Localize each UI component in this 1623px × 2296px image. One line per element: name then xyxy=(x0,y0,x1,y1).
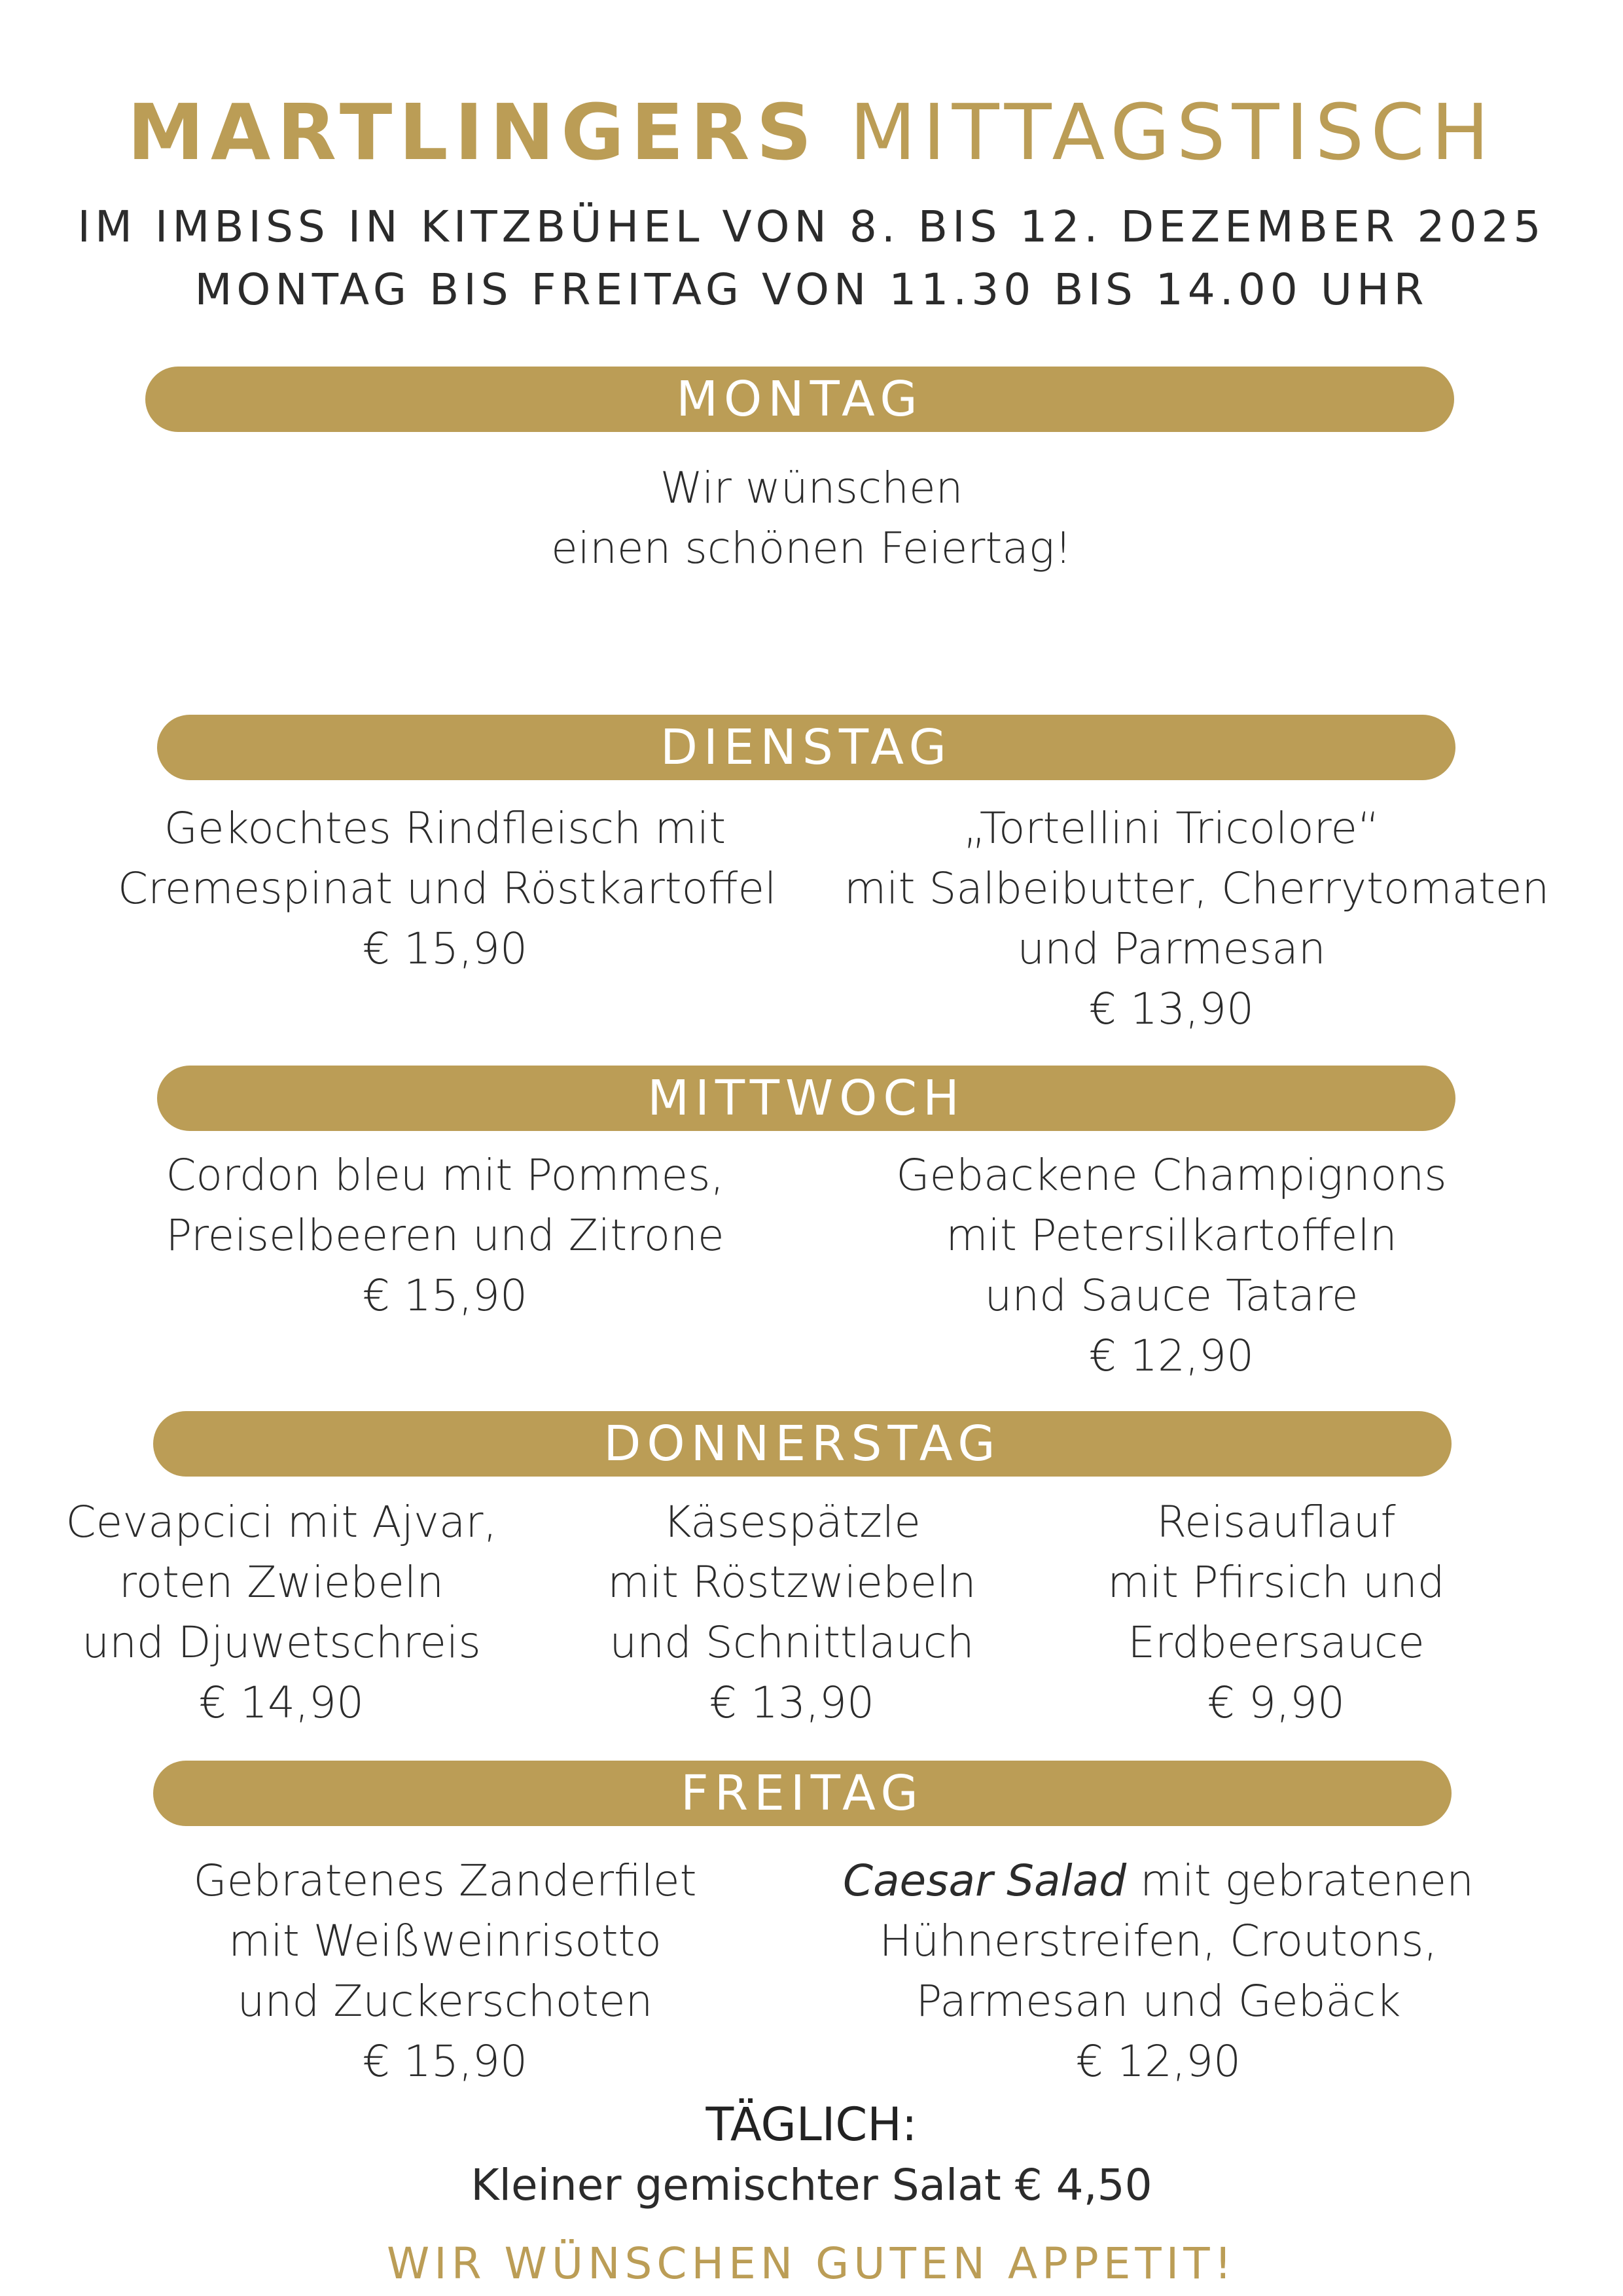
dish-mittwoch-1 xyxy=(118,1145,772,1326)
dish-line: Gebackene Champignons xyxy=(896,1150,1447,1200)
dish-line: Hühnerstreifen, Croutons, xyxy=(879,1916,1438,1966)
dish-price: € 12,90 xyxy=(1089,1331,1254,1381)
montag-holiday-note xyxy=(0,458,1623,579)
day-label-mittwoch: MITTWOCH xyxy=(647,1070,965,1126)
dish-price: € 15,90 xyxy=(363,2036,527,2087)
dish-line: und Parmesan xyxy=(1017,924,1326,974)
dish-donnerstag-2 xyxy=(543,1492,1041,1733)
day-bar-mittwoch xyxy=(157,1066,1455,1131)
daily-heading: TÄGLICH: xyxy=(705,2098,918,2151)
dish-price: € 15,90 xyxy=(363,1270,527,1321)
dish-line: Parmesan und Gebäck xyxy=(916,1976,1401,2026)
dish-line: und Schnittlauch xyxy=(609,1617,974,1668)
dish-mittwoch-2 xyxy=(844,1145,1499,1386)
dish-line: mit Pfirsich und xyxy=(1107,1557,1445,1607)
dish-line: Gekochtes Rindfleisch mit xyxy=(164,803,726,853)
dish-line: Cevapcici mit Ajvar, xyxy=(65,1497,497,1547)
dish-price: € 13,90 xyxy=(1089,984,1254,1034)
page-title xyxy=(0,87,1623,177)
dish-donnerstag-1 xyxy=(20,1492,543,1733)
dish-price: € 9,90 xyxy=(1207,1677,1345,1728)
dish-line-rest: mit gebratenen xyxy=(1126,1856,1474,1906)
subtitle-dates: IM IMBISS IN KITZBÜHEL VON 8. BIS 12. DEZEMBER 2025 xyxy=(77,202,1546,252)
dish-line: Erdbeersauce xyxy=(1128,1617,1425,1668)
dish-name-italic: Caesar Salad xyxy=(843,1856,1127,1906)
dish-line: roten Zwiebeln xyxy=(118,1557,444,1607)
dish-line: mit Salbeibutter, Cherrytomaten xyxy=(844,863,1550,914)
dish-freitag-1 xyxy=(118,1851,772,2092)
dish-donnerstag-3 xyxy=(1047,1492,1505,1733)
dish-dienstag-2 xyxy=(844,798,1550,1039)
dish-line: mit Weißweinrisotto xyxy=(228,1916,662,1966)
dish-line: Gebratenes Zanderfilet xyxy=(193,1856,697,1906)
day-label-montag: MONTAG xyxy=(676,371,923,427)
dish-price: € 14,90 xyxy=(199,1677,364,1728)
dish-line: „Tortellini Tricolore“ xyxy=(963,803,1380,853)
dish-line: und Djuwetschreis xyxy=(82,1617,481,1668)
day-bar-dienstag xyxy=(157,715,1455,780)
daily-offer: Kleiner gemischter Salat € 4,50 xyxy=(471,2160,1152,2210)
dish-line: und Zuckerschoten xyxy=(237,1976,653,2026)
dish-dienstag-1 xyxy=(118,798,777,979)
dish-line: Cremespinat und Röstkartoffel xyxy=(118,863,777,914)
title-subject: MITTAGSTISCH xyxy=(849,87,1496,177)
dish-line: und Sauce Tatare xyxy=(984,1270,1359,1321)
title-brand: MARTLINGERS xyxy=(127,87,819,177)
footer-greeting: WIR WÜNSCHEN GUTEN APPETIT! xyxy=(387,2238,1236,2289)
day-label-donnerstag: DONNERSTAG xyxy=(603,1416,1001,1472)
dish-line: Käsespätzle xyxy=(663,1497,921,1547)
montag-note-line2: einen schönen Feiertag! xyxy=(551,523,1072,573)
day-bar-freitag xyxy=(153,1761,1452,1826)
dish-line xyxy=(818,1851,1499,1911)
dish-price: € 12,90 xyxy=(1076,2036,1241,2087)
day-label-freitag: FREITAG xyxy=(681,1765,924,1821)
dish-price: € 13,90 xyxy=(709,1677,874,1728)
day-bar-montag xyxy=(145,367,1454,432)
subtitle-hours: MONTAG BIS FREITAG VON 11.30 BIS 14.00 UHR xyxy=(194,264,1429,315)
dish-price: € 15,90 xyxy=(363,924,527,974)
day-label-dienstag: DIENSTAG xyxy=(660,719,952,776)
montag-note-line1: Wir wünschen xyxy=(660,463,963,513)
day-bar-donnerstag xyxy=(153,1411,1452,1477)
dish-line: Reisauflauf xyxy=(1156,1497,1396,1547)
dish-line: mit Petersilkartoffeln xyxy=(946,1210,1397,1261)
dish-freitag-2 xyxy=(818,1851,1499,2092)
dish-line: mit Röstzwiebeln xyxy=(607,1557,976,1607)
dish-line: Preiselbeeren und Zitrone xyxy=(166,1210,724,1261)
dish-line: Cordon bleu mit Pommes, xyxy=(166,1150,724,1200)
